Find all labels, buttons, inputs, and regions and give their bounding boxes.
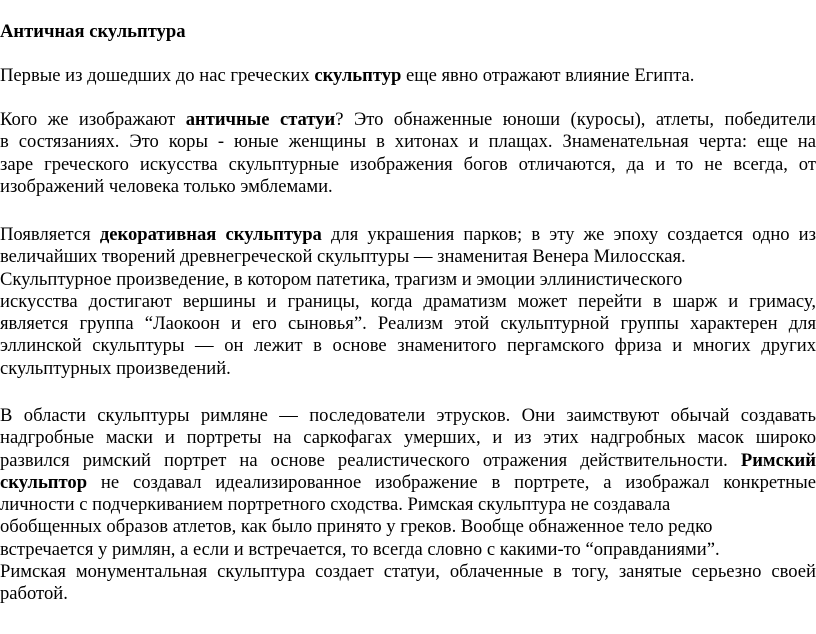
paragraph-3 xyxy=(0,224,816,380)
paragraph-3-line-2: величайших творений древнегреческой скульптуры — знаменитая Венера Милосская. xyxy=(0,246,686,268)
paragraph-4 xyxy=(0,405,816,606)
paragraph-2 xyxy=(0,109,816,198)
paragraph-4-line-8: Римская монументальная скульптура создает статуи, облаченные в тогу, занятые серьезно своей xyxy=(0,561,816,583)
text-run: еще явно отражают влияние Египта. xyxy=(401,65,695,86)
paragraph-4-line-5: личности с подчеркиванием портретного сходства. Римская скульптура не создавала xyxy=(0,494,671,516)
paragraph-3-line-1 xyxy=(0,224,816,246)
text-run: ? Это обнаженные юноши (куросы), атлеты, победители xyxy=(335,109,816,130)
text-run: для украшения парков; в эту же эпоху создается одно из xyxy=(321,224,816,245)
paragraph-3-line-7: скульптурных произведений. xyxy=(0,357,231,379)
paragraph-3-line-3: Скульптурное произведение, в котором патетика, трагизм и эмоции эллинистического xyxy=(0,268,683,290)
paragraph-4-line-3 xyxy=(0,450,816,472)
paragraph-2-line-3: заре греческого искусства скульптурные изображения богов отличаются, да и то не всегда, от xyxy=(0,153,816,175)
paragraph-4-line-2: надгробные маски и портреты на саркофагах умерших, и из этих надгробных масок широко xyxy=(0,427,816,449)
document-title: Античная скульптура xyxy=(0,21,186,42)
text-run: развился римский портрет на основе реалистического отражения действительности. xyxy=(0,449,741,471)
bold-term-antique-statues: античные статуи xyxy=(185,109,336,130)
text-run: не создавал идеализированное изображение в портрете, а изображал конкретные xyxy=(87,471,816,493)
paragraph-4-line-6: обобщенных образов атлетов, как было принято у греков. Вообще обнаженное тело редко xyxy=(0,516,713,538)
text-run: Кого же изображают xyxy=(0,109,186,130)
text-run: Появляется xyxy=(0,224,100,245)
paragraph-2-line-2: в состязаниях. Это коры - юные женщины в хитонах и плащах. Знаменательная черта: еще на xyxy=(0,131,816,153)
paragraph-2-line-1 xyxy=(0,109,816,131)
text-run: Первые из дошедших до нас греческих xyxy=(0,65,315,86)
bold-term-sculptor: скульптор xyxy=(0,471,88,493)
paragraph-1 xyxy=(0,65,816,87)
paragraph-3-line-4: искусства достигают вершины и границы, когда драматизм может перейти в шарж и гримасу, xyxy=(0,290,816,312)
paragraph-1-line-1 xyxy=(0,65,816,87)
paragraph-4-line-4 xyxy=(0,472,816,494)
paragraph-4-line-9: работой. xyxy=(0,583,68,605)
bold-term-sculptures: скульптур xyxy=(314,65,402,86)
paragraph-3-line-5: является группа “Лаокоон и его сыновья”. Реализм этой скульптурной группы характерен для xyxy=(0,313,816,335)
paragraph-4-line-1: В области скульптуры римляне — последователи этрусков. Они заимствуют обычай создавать xyxy=(0,405,816,426)
paragraph-3-line-6: эллинской скульптуры — он лежит в основе знаменитого пергамского фриза и многих других xyxy=(0,335,816,357)
bold-term-roman: Римский xyxy=(740,449,816,471)
bold-term-decorative-sculpture: декоративная скульптура xyxy=(99,224,322,245)
paragraph-2-line-4: изображений человека только эмблемами. xyxy=(0,175,333,197)
paragraph-4-line-7: встречается у римлян, а если и встречается, то всегда словно с какими-то “оправданиями”. xyxy=(0,538,720,560)
